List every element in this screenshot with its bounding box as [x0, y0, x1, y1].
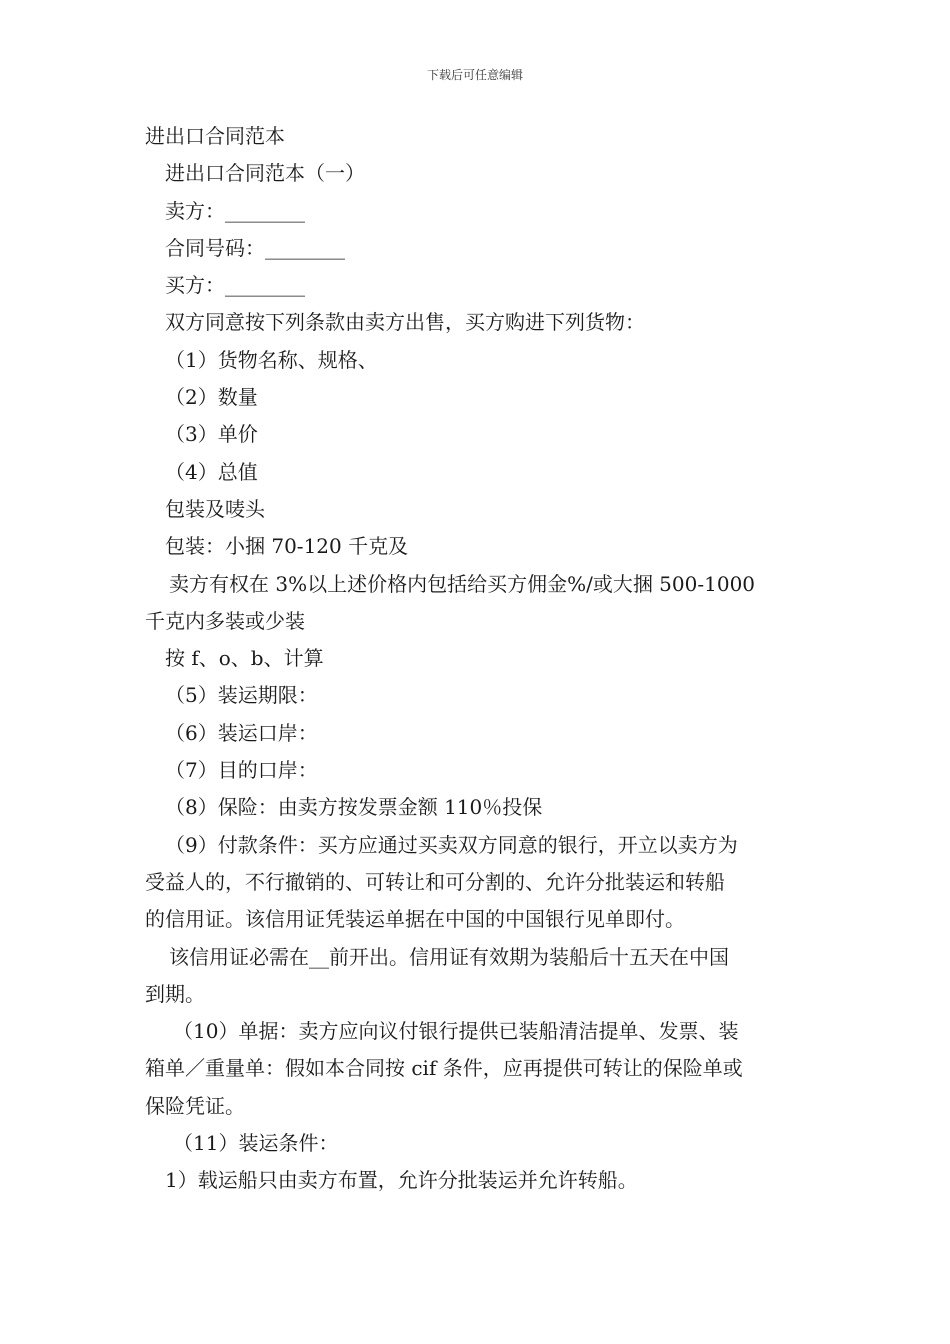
documents-continued-2: 保险凭证。 — [145, 1093, 245, 1118]
credit-validity-continued: 到期。 — [145, 981, 205, 1006]
buyer-line: 买方：________ — [165, 273, 305, 298]
item-destination-port: （7）目的口岸： — [165, 758, 318, 783]
seller-right-line: 卖方有权在 3%以上述价格内包括给买方佣金%/或大捆 500-1000 — [169, 571, 756, 596]
payment-terms-continued-1: 受益人的，不行撤销的、可转让和可分割的、允许分批装运和转船 — [145, 869, 725, 894]
documents-continued-1: 箱单／重量单：假如本合同按 cif 条件，应再提供可转让的保险单或 — [145, 1056, 743, 1081]
contract-heading: 进出口合同范本（一） — [165, 161, 365, 186]
payment-terms-continued-2: 的信用证。该信用证凭装运单据在中国的中国银行见单即付。 — [145, 907, 685, 932]
item-insurance: （8）保险：由卖方按发票金额 110％投保 — [165, 795, 543, 820]
item-loading-port: （6）装运口岸： — [165, 720, 318, 745]
packing-line: 包装：小捆 70-120 千克及 — [165, 534, 409, 559]
item-shipping-conditions: （11）装运条件： — [173, 1131, 339, 1156]
item-goods: （1）货物名称、规格、 — [165, 347, 378, 372]
shipping-condition-1: 1）载运船只由卖方布置，允许分批装运并允许转船。 — [165, 1168, 638, 1193]
item-shipment-period: （5）装运期限： — [165, 683, 318, 708]
item-unit-price: （3）单价 — [165, 422, 258, 447]
calculation-line: 按 f、o、b、计算 — [165, 646, 324, 671]
item-documents: （10）单据：卖方应向议付银行提供已装船清洁提单、发票、装 — [173, 1019, 739, 1044]
credit-validity-line: 该信用证必需在__前开出。信用证有效期为装船后十五天在中国 — [169, 944, 729, 969]
item-total: （4）总值 — [165, 459, 258, 484]
item-payment-terms: （9）付款条件：买方应通过买卖双方同意的银行，开立以卖方为 — [165, 832, 738, 857]
item-quantity: （2）数量 — [165, 385, 258, 410]
seller-right-continued: 千克内多装或少装 — [145, 608, 305, 633]
doc-title: 进出口合同范本 — [145, 124, 285, 148]
page-header: 下载后可任意编辑 — [426, 68, 523, 82]
document-body — [145, 118, 810, 1200]
agreement-line: 双方同意按下列条款由卖方出售，买方购进下列货物： — [165, 310, 645, 335]
seller-line: 卖方：________ — [165, 198, 305, 223]
packing-heading: 包装及唛头 — [165, 496, 265, 521]
contract-number-line: 合同号码：________ — [165, 235, 345, 260]
